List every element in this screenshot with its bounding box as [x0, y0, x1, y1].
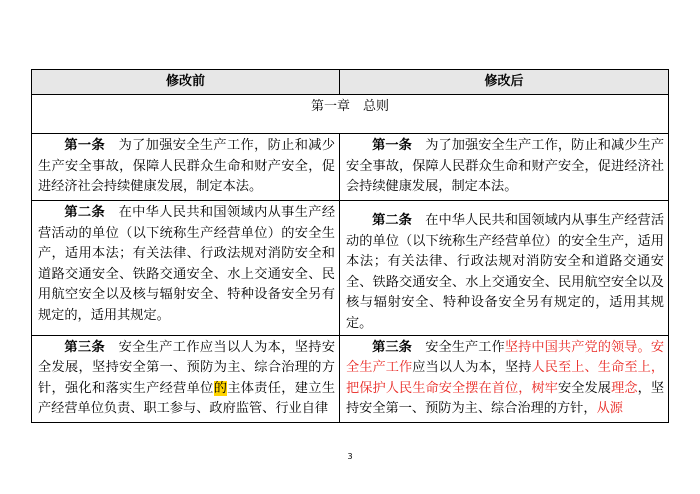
article-label: 第三条 [64, 339, 106, 355]
table-header-row [32, 70, 669, 95]
article-text: 在中华人民共和国领域内从事生产经营活动的单位（以下统称生产经营单位）的安全生产，适用本法；有关法律、行政法规对消防安全和道路交通安全、铁路交通安全、水上交通安全、民用航空安全以及核与辐射安全、特种设备安全另有规定的，适用其规定。 [346, 213, 665, 331]
article-text: 安全发展 [558, 380, 612, 396]
article-text: 为了加强安全生产工作，防止和减少生产安全事故，保障人民群众生命和财产安全，促进经济社会持续健康发展，制定本法。 [346, 138, 665, 195]
header-before: 修改前 [32, 70, 340, 95]
added-text: 人民至上、生命至上，把保护人民生命安全摆在首位，树牢 [346, 360, 665, 396]
article-label: 第二条 [372, 213, 412, 228]
comparison-table [31, 69, 669, 423]
article-label: 第一条 [64, 138, 106, 153]
page-number: 3 [347, 452, 353, 461]
table-row [32, 201, 669, 336]
cell-after-article-3 [340, 335, 669, 422]
article-text: 主体责任，建立生产经营单位负责、职工参与、政府监管、行业自律 [38, 380, 336, 417]
article-label: 第二条 [64, 205, 106, 220]
cell-before-article-1 [32, 134, 340, 201]
added-text: 坚持中国共产党的领导。安全生产工作 [346, 339, 665, 376]
chapter-row [32, 95, 669, 134]
table-row [32, 134, 669, 201]
highlighted-text: 的 [213, 380, 228, 396]
cell-before-article-2 [32, 201, 340, 336]
article-text: 安全生产工作 [425, 339, 505, 355]
article-text: 应当以人为本，坚持 [412, 360, 532, 376]
table-row [32, 335, 669, 422]
article-text: 为了加强安全生产工作，防止和减少生产安全事故，保障人民群众生命和财产安全，促进经济社会持续健康发展，制定本法。 [38, 138, 336, 195]
cell-after-article-2 [340, 201, 669, 336]
header-after: 修改后 [340, 70, 669, 95]
chapter-title: 第一章 总则 [32, 95, 669, 134]
added-text: 从源 [596, 401, 623, 417]
article-label: 第三条 [372, 339, 412, 355]
article-text: 安全生产工作应当以人为本，坚持安全发展，坚持安全第一、预防为主、综合治理的方针，强化和落实生产经营单位 [38, 339, 336, 396]
cell-before-article-3 [32, 335, 340, 422]
cell-after-article-1 [340, 134, 669, 201]
article-text: ，坚持安全第一、预防为主、综合治理的方针， [346, 380, 665, 417]
article-label: 第一条 [372, 138, 412, 153]
article-text: 在中华人民共和国领域内从事生产经营活动的单位（以下统称生产经营单位）的安全生产，适用本法；有关法律、行政法规对消防安全和道路交通安全、铁路交通安全、水上交通安全、民用航空安全以及核与辐射安全、特种设备安全另有规定的，适用其规定。 [38, 205, 336, 323]
added-text: 理念 [611, 380, 638, 396]
